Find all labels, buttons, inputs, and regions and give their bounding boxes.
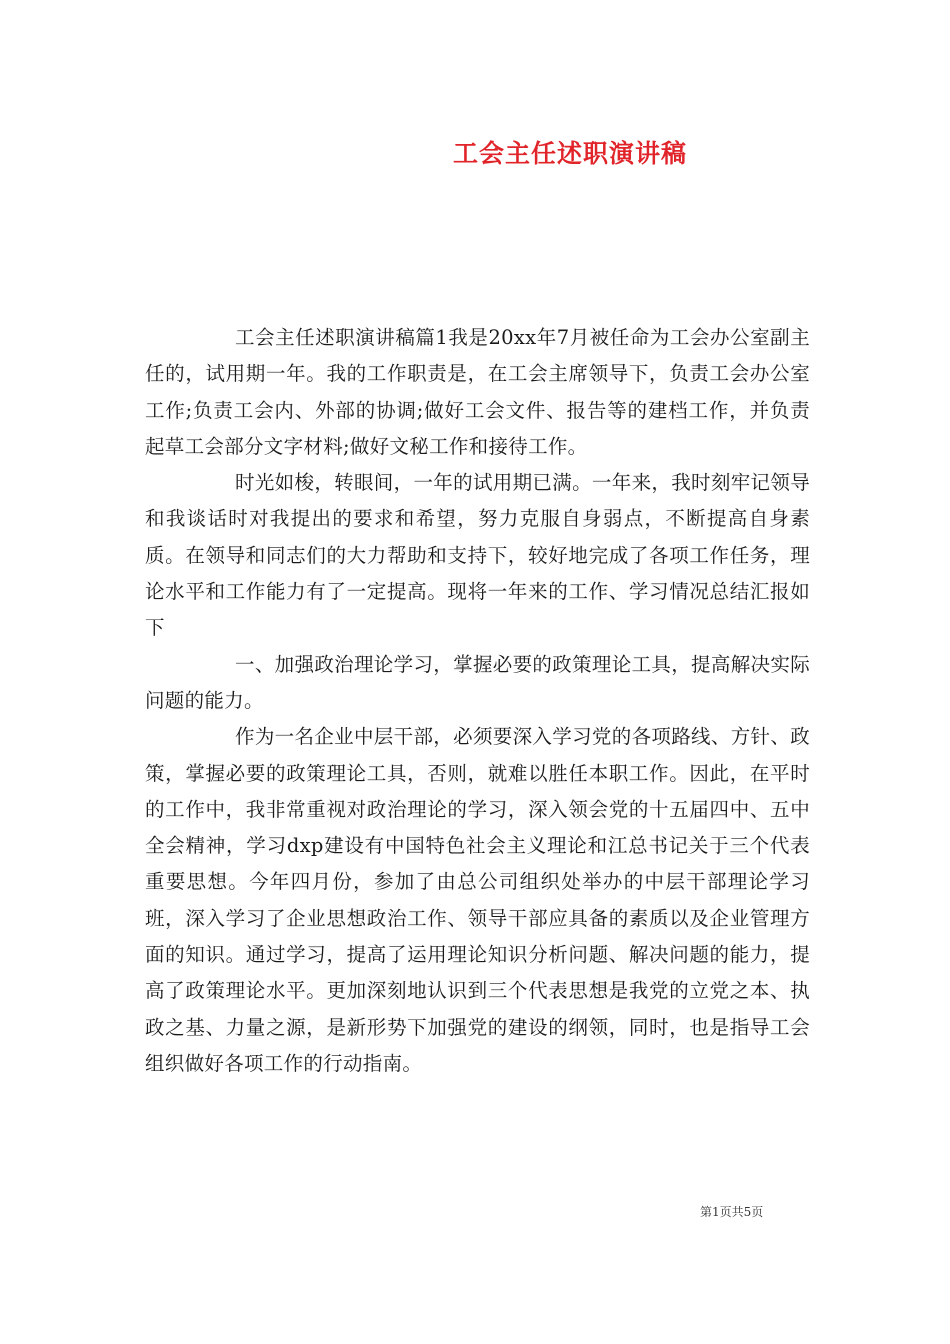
page-number: 第1页共5页 [700, 1205, 764, 1219]
paragraph-intro: 工会主任述职演讲稿篇1我是20xx年7月被任命为工会办公室副主任的，试用期一年。我的工作职责是，在工会主席领导下，负责工会办公室工作;负责工会内、外部的协调;做好工会文件、报告等的建档工作，并负责起草工会部分文字材料;做好文秘工作和接待工作。 [145, 326, 810, 458]
paragraph-study: 作为一名企业中层干部，必须要深入学习党的各项路线、方针、政策，掌握必要的政策理论工具，否则，就难以胜任本职工作。因此，在平时的工作中，我非常重视对政治理论的学习，深入领会党的十五届四中、五中全会精神，学习dxp建设有中国特色社会主义理论和江总书记关于三个代表重要思想。今年四月份，参加了由总公司组织处举办的中层干部理论学习班，深入学习了企业思想政治工作、领导干部应具备的素质以及企业管理方面的知识。通过学习，提高了运用理论知识分析问题、解决问题的能力，提高了政策理论水平。更加深刻地认识到三个代表思想是我党的立党之本、执政之基、力量之源，是新形势下加强党的建设的纲领，同时，也是指导工会组织做好各项工作的行动指南。 [145, 725, 810, 1075]
paragraph-review: 时光如梭，转眼间，一年的试用期已满。一年来，我时刻牢记领导和我谈话时对我提出的要求和希望，努力克服自身弱点，不断提高自身素质。在领导和同志们的大力帮助和支持下，较好地完成了各项工作任务，理论水平和工作能力有了一定提高。现将一年来的工作、学习情况总结汇报如下 [145, 471, 810, 640]
paragraph-section-heading: 一、加强政治理论学习，掌握必要的政策理论工具，提高解决实际问题的能力。 [145, 652, 810, 712]
document-body [145, 320, 810, 1082]
document-title: 工会主任述职演讲稿 [452, 139, 687, 168]
